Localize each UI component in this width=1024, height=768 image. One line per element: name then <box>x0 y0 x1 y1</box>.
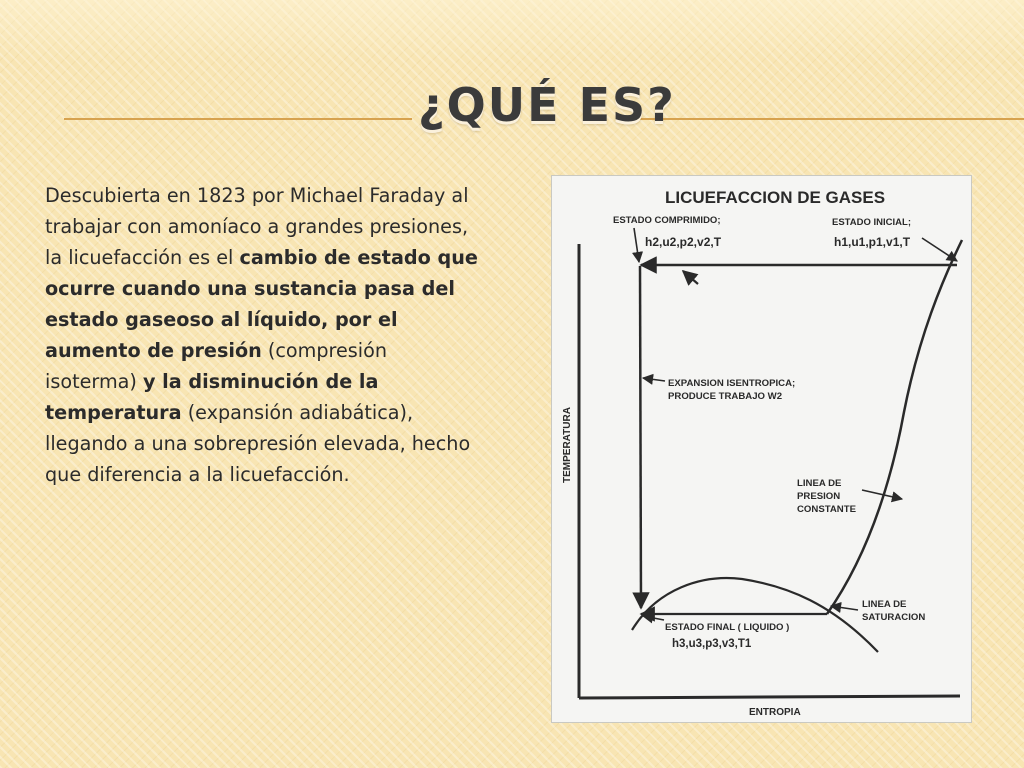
body-text <box>45 180 485 490</box>
body-text-part-2: (compresión isoterma) <box>45 339 388 393</box>
final-state-vars: h3,u3,p3,v3,T1 <box>672 638 752 650</box>
work-pointer-arrow <box>683 271 698 284</box>
initial-state-arrow <box>922 238 957 261</box>
saturation-arrow <box>831 606 858 610</box>
pressure-label-3: CONSTANTE <box>797 504 856 515</box>
expansion-arrow <box>643 378 665 381</box>
body-text-bold-2: y la disminución de la temperatura <box>45 370 379 424</box>
final-state-arrow <box>643 616 664 620</box>
diagram-title: LICUEFACCION DE GASES <box>665 188 886 207</box>
compressed-state-label: ESTADO COMPRIMIDO; <box>613 215 721 226</box>
top-band <box>0 0 1024 60</box>
compressed-state-vars: h2,u2,p2,v2,T <box>645 235 722 249</box>
title-rule-left <box>64 118 412 120</box>
y-axis-label: TEMPERATURA <box>562 407 573 483</box>
saturation-label-2: SATURACION <box>862 612 926 623</box>
initial-state-vars: h1,u1,p1,v1,T <box>834 235 911 249</box>
liquefaction-diagram <box>551 175 972 723</box>
compressed-state-arrow <box>634 228 639 262</box>
body-text-part-3: (expansión adiabática), llegando a una sobrepresión elevada, hecho que diferencia a la licuefacción. <box>45 401 471 486</box>
initial-state-label: ESTADO INICIAL; <box>832 217 911 228</box>
constant-pressure-line <box>827 240 962 614</box>
x-axis <box>579 696 960 698</box>
title-rule-right <box>624 118 1024 120</box>
pressure-label-1: LINEA DE <box>797 478 842 489</box>
body-text-bold-1: cambio de estado que ocurre cuando una sustancia pasa del estado gaseoso al líquido, por el aumento de presión <box>45 246 478 362</box>
x-axis-label: ENTROPIA <box>749 707 801 718</box>
pressure-label-2: PRESION <box>797 491 841 502</box>
final-state-label: ESTADO FINAL ( LIQUIDO ) <box>665 622 790 633</box>
slide-title: ¿QUÉ ES? <box>418 78 676 132</box>
saturation-label-1: LINEA DE <box>862 599 907 610</box>
expansion-label-1: EXPANSION ISENTROPICA; <box>668 378 796 389</box>
expansion-label-2: PRODUCE TRABAJO W2 <box>668 391 783 402</box>
isentropic-expansion-line <box>640 266 641 608</box>
body-text-part-1: Descubierta en 1823 por Michael Faraday al trabajar con amoníaco a grandes presiones, la licuefacción es el <box>45 184 469 269</box>
